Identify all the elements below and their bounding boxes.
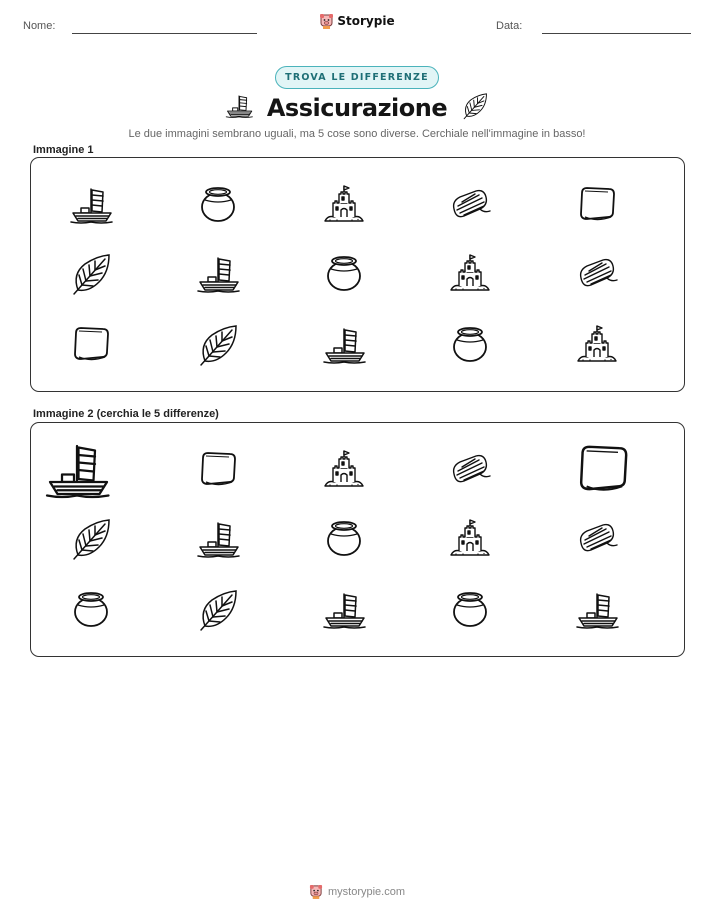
yarn-icon[interactable] bbox=[552, 243, 642, 305]
activity-badge: TROVA LE DIFFERENZE bbox=[275, 66, 439, 89]
name-line[interactable] bbox=[72, 33, 257, 34]
pot-icon[interactable] bbox=[299, 508, 389, 570]
ship-icon[interactable] bbox=[46, 174, 136, 236]
leaf-icon[interactable] bbox=[46, 508, 136, 570]
yarn-icon[interactable] bbox=[425, 439, 515, 501]
pot-icon[interactable] bbox=[46, 579, 136, 641]
image1-panel bbox=[30, 157, 685, 392]
page-title: Assicurazione bbox=[266, 94, 448, 122]
brand-name: Storypie bbox=[337, 14, 395, 28]
sandcastle-icon[interactable] bbox=[552, 314, 642, 376]
name-label: Nome: bbox=[23, 20, 56, 32]
pot-icon[interactable] bbox=[425, 579, 515, 641]
ship-icon[interactable] bbox=[299, 314, 389, 376]
sandcastle-icon[interactable] bbox=[299, 439, 389, 501]
title-row bbox=[0, 90, 714, 126]
leaf-icon bbox=[461, 91, 489, 126]
yarn-icon[interactable] bbox=[425, 174, 515, 236]
leaf-icon[interactable] bbox=[173, 579, 263, 641]
ship-icon[interactable] bbox=[32, 439, 122, 501]
sandcastle-icon[interactable] bbox=[299, 174, 389, 236]
ship-icon[interactable] bbox=[299, 579, 389, 641]
ship-icon bbox=[225, 92, 253, 125]
eraser-icon[interactable] bbox=[173, 439, 263, 501]
image2-label: Immagine 2 (cerchia le 5 differenze) bbox=[33, 408, 219, 420]
footer bbox=[0, 884, 714, 899]
yarn-icon[interactable] bbox=[552, 508, 642, 570]
pot-icon[interactable] bbox=[299, 243, 389, 305]
ship-icon[interactable] bbox=[173, 243, 263, 305]
date-label: Data: bbox=[496, 20, 523, 32]
eraser-icon[interactable] bbox=[46, 314, 136, 376]
sandcastle-icon[interactable] bbox=[425, 243, 515, 305]
pig-mascot-icon bbox=[309, 884, 323, 899]
eraser-icon[interactable] bbox=[552, 174, 642, 236]
date-line[interactable] bbox=[542, 33, 691, 34]
pig-mascot-icon bbox=[319, 13, 334, 29]
leaf-icon[interactable] bbox=[173, 314, 263, 376]
brand-logo bbox=[0, 13, 714, 29]
footer-url[interactable]: mystorypie.com bbox=[327, 885, 406, 898]
pot-icon[interactable] bbox=[425, 314, 515, 376]
ship-icon[interactable] bbox=[552, 579, 642, 641]
sandcastle-icon[interactable] bbox=[425, 508, 515, 570]
leaf-icon[interactable] bbox=[46, 243, 136, 305]
eraser-icon[interactable] bbox=[558, 439, 648, 501]
image2-panel bbox=[30, 422, 685, 657]
image1-label: Immagine 1 bbox=[33, 144, 94, 156]
instructions: Le due immagini sembrano uguali, ma 5 cose sono diverse. Cerchiale nell'immagine in basso! bbox=[128, 128, 586, 140]
pot-icon[interactable] bbox=[173, 174, 263, 236]
ship-icon[interactable] bbox=[173, 508, 263, 570]
